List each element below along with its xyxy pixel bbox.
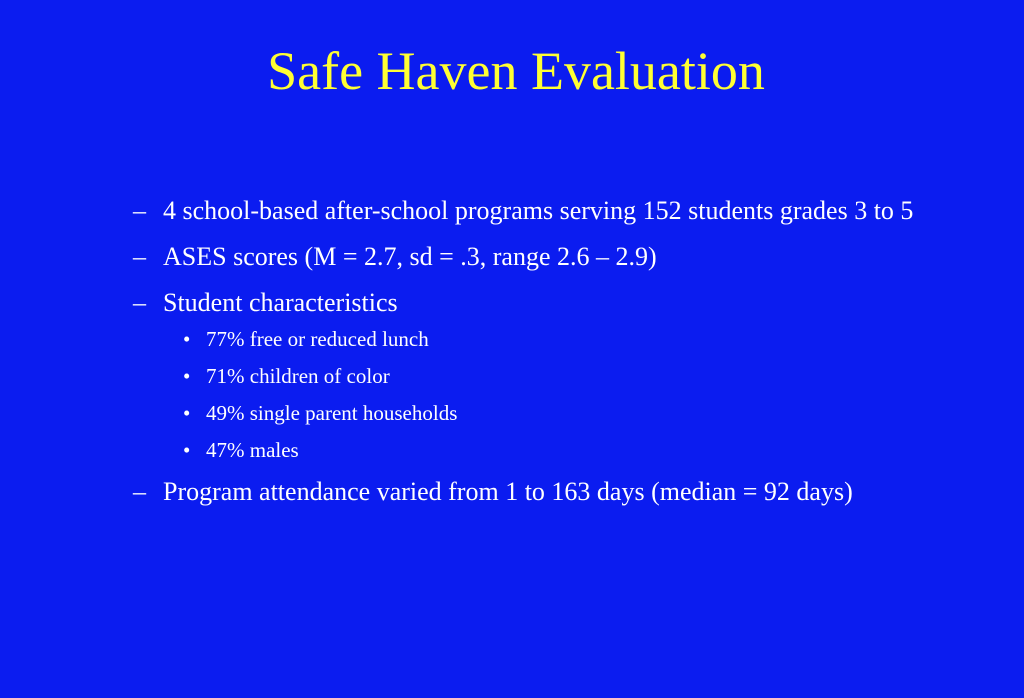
sub-bullet-text: 47% males <box>206 438 299 462</box>
slide-title: Safe Haven Evaluation <box>267 41 765 101</box>
bullet-text: Student characteristics <box>163 288 398 317</box>
bullet-item <box>133 284 933 464</box>
sub-bullet-item <box>163 362 933 390</box>
bullet-text: Program attendance varied from 1 to 163 days (median = 92 days) <box>163 477 853 506</box>
sub-bullet-text: 77% free or reduced lunch <box>206 327 429 351</box>
dash-marker: – <box>133 196 146 225</box>
dot-marker: • <box>183 364 191 388</box>
dash-marker: – <box>133 288 146 317</box>
bullet-list <box>133 192 933 519</box>
sub-bullet-item <box>163 325 933 353</box>
sub-bullet-text: 71% children of color <box>206 364 390 388</box>
dot-marker: • <box>183 438 191 462</box>
bullet-text: ASES scores (M = 2.7, sd = .3, range 2.6 – 2.9) <box>163 242 657 271</box>
bullet-item <box>133 238 933 275</box>
sub-bullet-list <box>163 325 933 464</box>
dash-marker: – <box>133 242 146 271</box>
dash-marker: – <box>133 477 146 506</box>
bullet-item <box>133 192 933 229</box>
dot-marker: • <box>183 401 191 425</box>
sub-bullet-text: 49% single parent households <box>206 401 458 425</box>
bullet-item <box>133 473 933 510</box>
sub-bullet-item <box>163 399 933 427</box>
bullet-text: 4 school-based after-school programs serving 152 students grades 3 to 5 <box>163 196 914 225</box>
sub-bullet-item <box>163 436 933 464</box>
dot-marker: • <box>183 327 191 351</box>
